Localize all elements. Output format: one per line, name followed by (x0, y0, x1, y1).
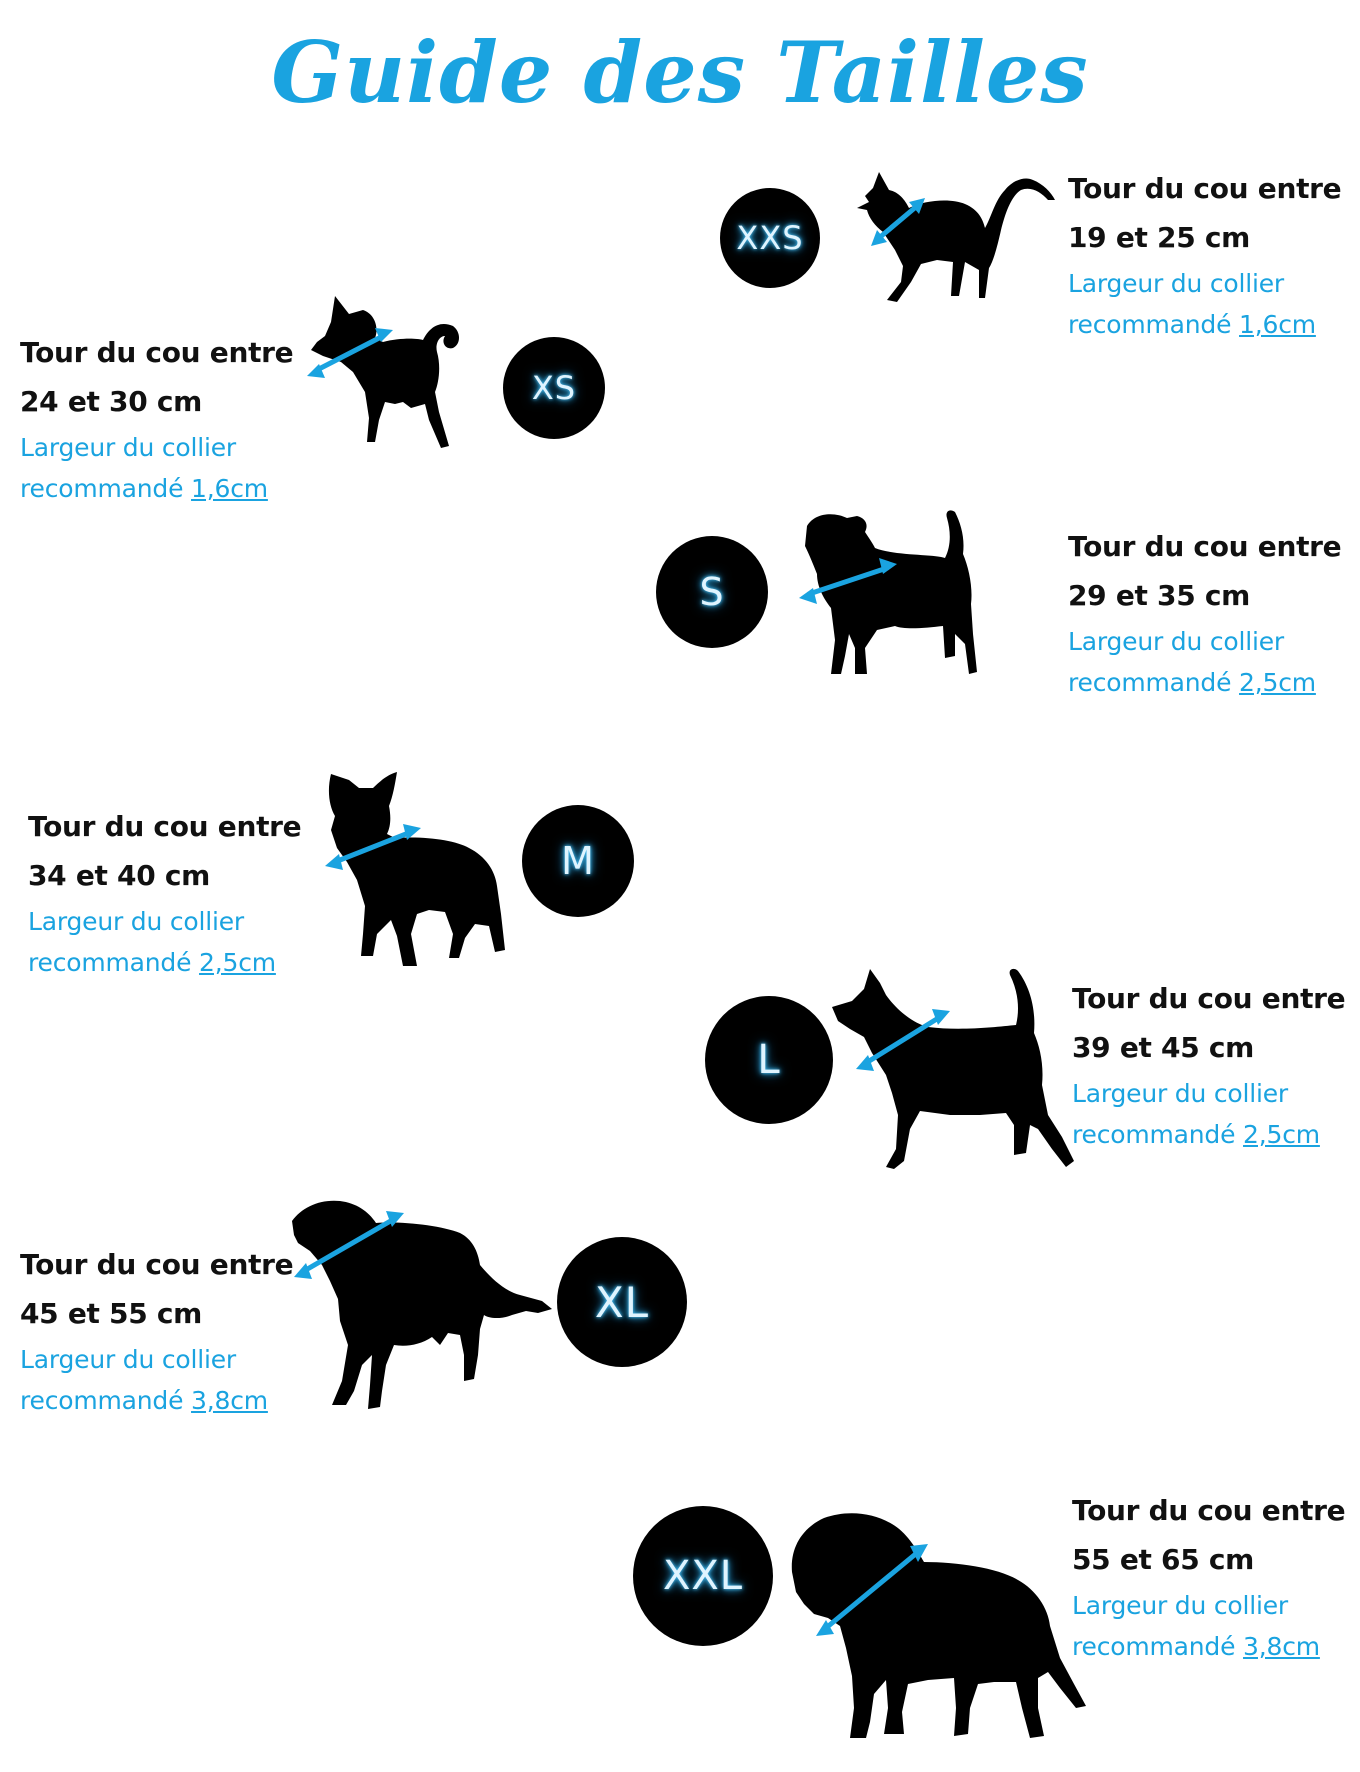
small-dog-icon (795, 508, 990, 683)
collar-width-label: Largeur du collier (20, 1345, 237, 1374)
neck-range-value: 45 et 55 cm (20, 1297, 203, 1330)
size-info-m (28, 802, 328, 982)
page-title: Guide des Tailles (271, 23, 1089, 122)
collar-width-line (1072, 1627, 1360, 1666)
collar-width-value: 1,6cm (191, 474, 268, 503)
neck-range-label: Tour du cou entre (20, 1248, 294, 1281)
french-bulldog-icon (325, 770, 510, 970)
size-info-s (1068, 522, 1360, 702)
collar-width-line (20, 1381, 320, 1420)
collar-width-line (1072, 1115, 1360, 1154)
size-info-xs (20, 328, 320, 508)
size-info-xxl (1072, 1486, 1360, 1666)
neck-range-value: 55 et 65 cm (1072, 1543, 1255, 1576)
size-info-xl (20, 1240, 320, 1420)
collar-width-value: 2,5cm (1239, 668, 1316, 697)
neck-range-value: 39 et 45 cm (1072, 1031, 1255, 1064)
collar-width-line (1068, 663, 1360, 702)
neck-range-value: 29 et 35 cm (1068, 579, 1251, 612)
collar-width-value: 2,5cm (1243, 1120, 1320, 1149)
collar-width-line (20, 469, 320, 508)
saint-bernard-icon (788, 1508, 1088, 1743)
size-info-xxs (1068, 164, 1360, 344)
size-badge-m: M (522, 805, 634, 917)
chihuahua-icon (305, 292, 465, 458)
size-badge-xxs: XXS (720, 188, 820, 288)
collar-width-label: Largeur du collier (20, 433, 237, 462)
size-badge-l: L (705, 996, 833, 1124)
collar-prefix: recommandé (1072, 1632, 1236, 1661)
collar-width-value: 3,8cm (1243, 1632, 1320, 1661)
collar-width-label: Largeur du collier (1068, 269, 1285, 298)
neck-range-label: Tour du cou entre (20, 336, 294, 369)
retriever-icon (290, 1195, 555, 1410)
collar-width-line (28, 943, 328, 982)
size-badge-s: S (656, 536, 768, 648)
collar-width-value: 3,8cm (191, 1386, 268, 1415)
size-badge-xl: XL (557, 1237, 687, 1367)
collar-prefix: recommandé (1068, 668, 1232, 697)
collar-prefix: recommandé (20, 474, 184, 503)
collar-width-label: Largeur du collier (1072, 1079, 1289, 1108)
collar-width-line (1068, 305, 1360, 344)
collar-width-label: Largeur du collier (1068, 627, 1285, 656)
neck-range-label: Tour du cou entre (1068, 172, 1342, 205)
collar-width-label: Largeur du collier (1072, 1591, 1289, 1620)
neck-range-label: Tour du cou entre (1068, 530, 1342, 563)
collar-prefix: recommandé (1068, 310, 1232, 339)
size-info-l (1072, 974, 1360, 1154)
neck-range-value: 19 et 25 cm (1068, 221, 1251, 254)
neck-range-label: Tour du cou entre (1072, 982, 1346, 1015)
neck-range-label: Tour du cou entre (28, 810, 302, 843)
neck-range-value: 34 et 40 cm (28, 859, 211, 892)
collar-width-label: Largeur du collier (28, 907, 245, 936)
size-badge-xxl: XXL (633, 1506, 773, 1646)
neck-range-label: Tour du cou entre (1072, 1494, 1346, 1527)
collar-prefix: recommandé (28, 948, 192, 977)
neck-range-value: 24 et 30 cm (20, 385, 203, 418)
size-badge-xs: XS (503, 337, 605, 439)
cat-icon (855, 170, 1060, 305)
collar-prefix: recommandé (1072, 1120, 1236, 1149)
collar-width-value: 2,5cm (199, 948, 276, 977)
collar-width-value: 1,6cm (1239, 310, 1316, 339)
terrier-icon (830, 965, 1080, 1180)
collar-prefix: recommandé (20, 1386, 184, 1415)
